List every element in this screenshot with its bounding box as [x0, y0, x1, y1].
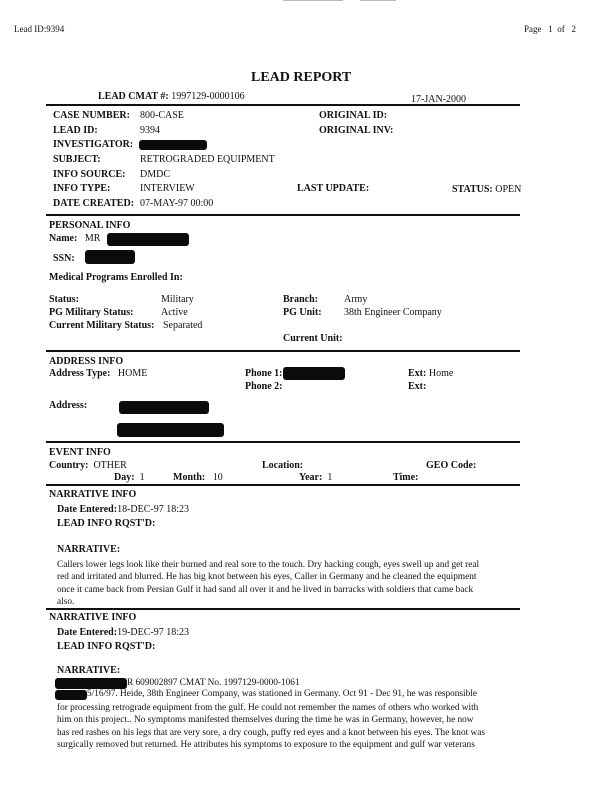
- original-id-label: ORIGINAL ID:: [319, 110, 388, 121]
- ssn-label: SSN:: [53, 253, 75, 264]
- subject-value: RETROGRADED EQUIPMENT: [140, 154, 275, 165]
- pg-military-status-value: Active: [161, 307, 188, 318]
- lead-id-label: LEAD ID:: [53, 125, 98, 136]
- redaction-bar: [55, 690, 87, 700]
- narrative-label: NARRATIVE:: [57, 665, 121, 676]
- case-number-value: 800-CASE: [140, 110, 184, 121]
- page-title: LEAD REPORT: [251, 70, 352, 85]
- address-type-field: Address Type: HOME: [49, 368, 148, 379]
- narrative-line: has red rashes on his legs that are very sore, a dry cough, puffy red eyes and a knot between his eyes. The knot was: [57, 727, 485, 738]
- divider: [46, 441, 520, 443]
- current-military-status-value: Separated: [163, 320, 203, 331]
- date-entered-field: Date Entered:19-DEC-97 18:23: [57, 627, 190, 638]
- name-field: Name: MR: [49, 233, 101, 244]
- personal-info-header: PERSONAL INFO: [49, 220, 131, 231]
- info-source-value: DMDC: [140, 169, 171, 180]
- event-info-header: EVENT INFO: [49, 447, 111, 458]
- redaction-bar: [85, 250, 135, 264]
- case-number-label: CASE NUMBER:: [53, 110, 130, 121]
- country-field: Country: OTHER: [49, 460, 127, 471]
- lead-id-value: 9394: [140, 125, 160, 136]
- redaction-bar: [283, 367, 345, 380]
- pg-unit-label: PG Unit:: [283, 307, 322, 318]
- info-type-label: INFO TYPE:: [53, 183, 111, 194]
- status-field: STATUS: OPEN: [452, 184, 522, 195]
- redaction-bar: [119, 401, 209, 414]
- divider: [46, 484, 520, 486]
- narrative-line: once it came back from Persian Gulf it had sand all over it and he lived in barracks with soldiers that came back: [57, 584, 474, 595]
- narrative-text: [57, 702, 517, 752]
- current-military-status-label: Current Military Status:: [49, 320, 155, 331]
- time-label: Time:: [393, 472, 419, 483]
- page-indicator: Page 1 of 2: [524, 24, 576, 34]
- narrative-line: 5/16/97. Heide, 38th Engineer Company, was stationed in Germany. Oct 91 - Dec 91, he was responsible: [87, 689, 477, 699]
- cmat-line: LEAD CMAT #: 1997129-0000106: [98, 91, 245, 102]
- phone1-label: Phone 1:: [245, 368, 283, 379]
- scan-mark: [283, 0, 343, 1]
- month-field: Month: 10: [173, 472, 223, 483]
- ext2-label: Ext:: [408, 381, 427, 392]
- date-created-value: 07-MAY-97 00:00: [140, 198, 214, 209]
- investigator-label: INVESTIGATOR:: [53, 139, 134, 150]
- address-label: Address:: [49, 400, 88, 411]
- narrative-line: red and irritated and blurred. He has big knot between his eyes, Caller in Germany and he cleaned the equipment: [57, 572, 477, 583]
- divider: [46, 104, 520, 106]
- ext1-field: Ext: Home: [408, 368, 454, 379]
- narrative-line: Callers lower legs look like their burned and real sore to the touch. Dry hacking cough, eyes swell up and get real: [57, 560, 480, 570]
- lead-info-rqst-label: LEAD INFO RQST'D:: [57, 641, 156, 652]
- narrative-label: NARRATIVE:: [57, 544, 121, 555]
- narrative-line: also.: [57, 597, 75, 608]
- redaction-bar: [117, 423, 224, 437]
- narrative-text: [57, 559, 517, 609]
- address-info-header: ADDRESS INFO: [49, 356, 124, 367]
- year-field: Year: 1: [299, 472, 333, 483]
- location-label: Location:: [262, 460, 304, 471]
- phone2-label: Phone 2:: [245, 381, 283, 392]
- info-type-value: INTERVIEW: [140, 183, 195, 194]
- divider: [46, 350, 520, 352]
- divider: [46, 608, 520, 610]
- subject-label: SUBJECT:: [53, 154, 101, 165]
- lead-info-rqst-label: LEAD INFO RQST'D:: [57, 518, 156, 529]
- original-inv-label: ORIGINAL INV:: [319, 125, 394, 136]
- redaction-bar: [55, 678, 127, 689]
- branch-value: Army: [344, 294, 368, 305]
- date-entered-field: Date Entered:18-DEC-97 18:23: [57, 504, 190, 515]
- narrative-line: for processing retrograde equipment from the gulf. He could not remember the names of others who worked with: [57, 703, 479, 713]
- geo-code-label: GEO Code:: [426, 460, 477, 471]
- scan-mark: [360, 0, 396, 1]
- branch-label: Branch:: [283, 294, 318, 305]
- date-created-label: DATE CREATED:: [53, 198, 135, 209]
- status-value: Military: [161, 294, 194, 305]
- lead-id-header: Lead ID:9394: [14, 24, 65, 34]
- narrative-line: him on this project.. No symptoms manifested themselves during the time he was in Germany, however, he now: [57, 715, 474, 726]
- redaction-bar: [139, 140, 207, 150]
- medical-programs-label: Medical Programs Enrolled In:: [49, 272, 183, 283]
- last-update-label: LAST UPDATE:: [297, 183, 370, 194]
- status-label: Status:: [49, 294, 80, 305]
- day-field: Day: 1: [114, 472, 145, 483]
- info-source-label: INFO SOURCE:: [53, 169, 126, 180]
- redaction-bar: [107, 233, 189, 246]
- narrative-info-header: NARRATIVE INFO: [49, 612, 137, 623]
- pg-unit-value: 38th Engineer Company: [344, 307, 442, 318]
- divider: [46, 214, 520, 216]
- narrative-line: surgically removed but returned. He attributes his symptoms to exposure to the equipment and gulf war veterans: [57, 740, 475, 751]
- narrative-line: R 609002897 CMAT No. 1997129-0000-1061: [127, 678, 300, 688]
- report-date: 17-JAN-2000: [411, 94, 466, 105]
- pg-military-status-label: PG Military Status:: [49, 307, 134, 318]
- narrative-info-header: NARRATIVE INFO: [49, 489, 137, 500]
- current-unit-label: Current Unit:: [283, 333, 343, 344]
